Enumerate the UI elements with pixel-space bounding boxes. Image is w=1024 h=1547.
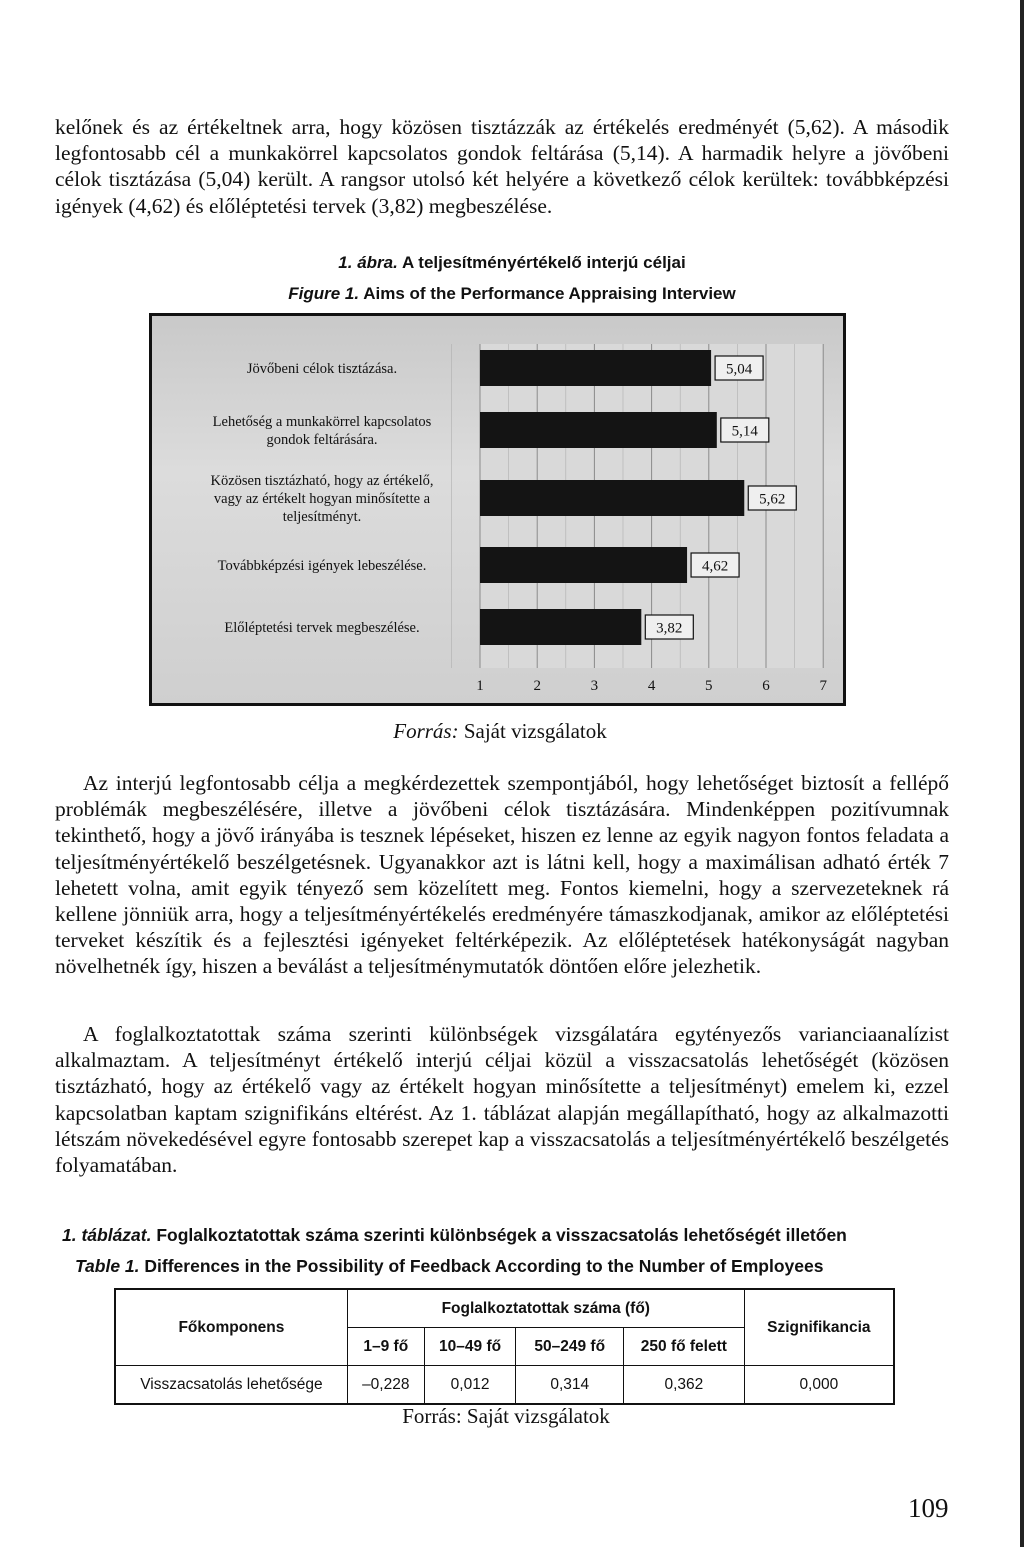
category-label: teljesítményt. — [282, 509, 362, 525]
table-subheader-cell: 1–9 fő — [347, 1328, 424, 1366]
table-header-sig: Szignifikancia — [744, 1289, 894, 1366]
table-cell: 0,314 — [516, 1366, 624, 1405]
x-tick-label: 4 — [647, 678, 656, 694]
table-title-hu: Foglalkoztatottak száma szerinti különbségek a visszacsatolás lehetőségét illetően — [156, 1225, 847, 1245]
figure-caption-hu — [0, 253, 1024, 273]
x-tick-label: 3 — [590, 678, 599, 694]
x-tick-label: 5 — [705, 678, 713, 694]
category-label: gondok feltárására. — [266, 432, 378, 448]
bar — [480, 412, 717, 448]
figure-source-text: Saját vizsgálatok — [463, 719, 607, 743]
table-caption-en — [75, 1256, 975, 1277]
bar-chart — [149, 313, 846, 706]
table-caption-hu — [62, 1225, 962, 1246]
category-label: Előléptetési tervek megbeszélése. — [224, 620, 420, 636]
table-row-label: Visszacsatolás lehetősége — [115, 1366, 347, 1405]
table-label-hu: 1. táblázat. — [62, 1225, 152, 1245]
table-source: Forrás: Saját vizsgálatok — [402, 1404, 610, 1428]
figure-label-en: Figure 1. — [288, 284, 360, 303]
category-label: Továbbképzési igények lebeszélése. — [217, 558, 427, 574]
table-subheader-cell: 50–249 fő — [516, 1328, 624, 1366]
x-tick-label: 6 — [762, 678, 770, 694]
data-label: 5,04 — [725, 361, 753, 378]
paragraph-discussion: Az interjú legfontosabb célja a megkérdezettek szempontjából, hogy lehetőséget biztosít a fellépő problémák megbeszélésére, illetve a jövőbeni célok tisztázására. Mindenképpen pozitívumnak tekinthető, hogy a jövő irányába is tesznek lépéseket, hiszen ez lenne az egyik nagyon fontos feladata a teljesítményértékelő beszélgetésnek. Ugyanakkor azt is látni kell, hogy a maximálisan adható érték 7 lehetett volna, amit egyik tényező sem közelített meg. Fontos kiemelni, hogy a szervezeteknek rá kellene jönniük arra, hogy a teljesítményértékelés eredményére támaszkodjanak, amikor az előléptetési terveket készítik és a fejlesztési igényeket feltérképezik. Az előléptetések hatékonyságát nagyban növelhetnék így, hiszen a beválást a teljesítménymutatók döntően előre jelezhetik. — [55, 771, 949, 979]
table-header-row — [115, 1289, 894, 1328]
paragraph-intro: kelőnek és az értékeltnek arra, hogy közösen tisztázzák az értékelés eredményét (5,62). A második legfontosabb cél a munkakörrel kapcsolatos gondok feltárása (5,14). A harmadik helyre a jövőbeni célok tisztázása (5,04) került. A rangsor utolsó két helyére a következő célok kerültek: továbbképzési igények (4,62) és előléptetési tervek (3,82) megbeszélése. — [55, 115, 949, 218]
table-subheader-cell: 250 fő felett — [624, 1328, 745, 1366]
figure-caption-en — [0, 284, 1024, 304]
figure-title-hu: A teljesítményértékelő interjú céljai — [401, 253, 686, 272]
x-tick-label: 1 — [476, 678, 484, 694]
data-label: 3,82 — [656, 620, 683, 637]
category-label: Közösen tisztázható, hogy az értékelő, — [210, 473, 434, 489]
bar — [480, 609, 641, 645]
figure-label-hu: 1. ábra. — [338, 253, 398, 272]
figure-source — [0, 719, 1000, 744]
table-row — [115, 1366, 894, 1405]
figure-title-en: Aims of the Performance Appraising Interview — [363, 284, 736, 303]
category-label: Lehetőség a munkakörrel kapcsolatos — [212, 414, 432, 430]
table-cell-sig: 0,000 — [744, 1366, 894, 1405]
bar — [480, 547, 687, 583]
table-cell: 0,012 — [424, 1366, 516, 1405]
data-table — [114, 1288, 895, 1405]
category-label: vagy az értékelt hogyan minősítette a — [213, 491, 431, 507]
data-label: 5,14 — [731, 423, 758, 440]
x-tick-label: 7 — [819, 678, 827, 694]
table-cell: 0,362 — [624, 1366, 745, 1405]
x-tick-label: 2 — [533, 678, 541, 694]
table-header-main: Főkomponens — [115, 1289, 347, 1366]
figure-source-label: Forrás: — [393, 719, 459, 743]
bar-chart-svg — [152, 316, 843, 703]
table-label-en: Table 1. — [75, 1256, 140, 1276]
data-label: 4,62 — [701, 558, 729, 575]
table-header-group: Foglalkoztatottak száma (fő) — [347, 1289, 744, 1328]
page-number: 109 — [908, 1493, 949, 1523]
table-cell: –0,228 — [347, 1366, 424, 1405]
paragraph-anova: A foglalkoztatottak száma szerinti különbségek vizsgálatára egytényezős varianciaanalízist alkalmaztam. A teljesítményt értékelő interjú céljai közül a visszacsatolás lehetőségét (közösen tisztázható, hogy az értékelő vagy az értékelt hogyan minősítette a teljesítményt) emelem ki, ezzel kapcsolatban kaptam szignifikáns eltérést. Az 1. táblázat alapján megállapítható, hogy az alkalmazotti létszám növekedésével egyre fontosabb szerepet kap a visszacsatolás a teljesítményértékelő beszélgetés folyamatában. — [55, 1022, 949, 1178]
bar — [480, 350, 711, 386]
table-subheader-cell: 10–49 fő — [424, 1328, 516, 1366]
bar — [480, 480, 744, 516]
table-title-en: Differences in the Possibility of Feedback According to the Number of Employees — [144, 1256, 824, 1276]
category-label: Jövőbeni célok tisztázása. — [246, 361, 398, 377]
page-edge-bar — [1020, 0, 1024, 1547]
data-label: 5,62 — [759, 491, 786, 508]
